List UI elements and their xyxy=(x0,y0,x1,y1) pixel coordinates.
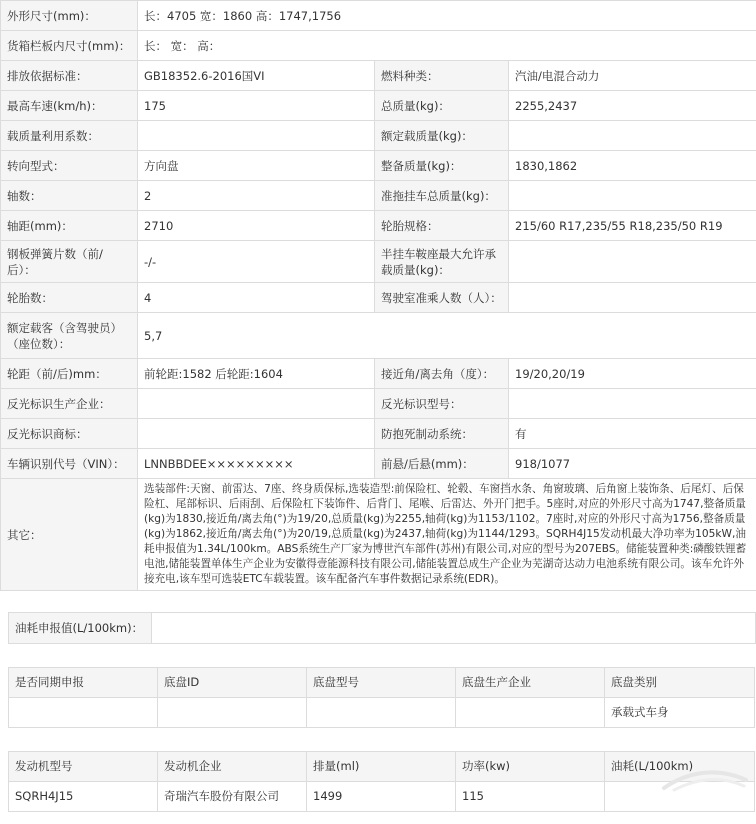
spec-label: 半挂车鞍座最大允许承载质量(kg)： xyxy=(375,241,509,283)
spec-row xyxy=(1,359,756,389)
spec-label: 货箱栏板内尺寸(mm)： xyxy=(1,31,138,61)
spec-value xyxy=(509,389,756,419)
chassis-cell xyxy=(158,698,307,728)
spec-label: 燃料种类： xyxy=(375,61,509,91)
spec-row xyxy=(1,211,756,241)
spec-row xyxy=(1,283,756,313)
spec-value: 1830,1862 xyxy=(509,151,756,181)
spec-label: 钢板弹簧片数（前/后）： xyxy=(1,241,138,283)
spec-value: 方向盘 xyxy=(138,151,375,181)
engine-header: 发动机型号 xyxy=(9,752,158,782)
spec-row xyxy=(1,91,756,121)
chassis-header: 底盘型号 xyxy=(307,668,456,698)
spec-row xyxy=(1,389,756,419)
spec-label: 排放依据标准： xyxy=(1,61,138,91)
spec-label: 反光标识商标： xyxy=(1,419,138,449)
spec-row xyxy=(1,61,756,91)
spec-label: 反光标识生产企业： xyxy=(1,389,138,419)
engine-cell: 1499 xyxy=(307,782,456,812)
spec-value: 有 xyxy=(509,419,756,449)
spec-value: 汽油/电混合动力 xyxy=(509,61,756,91)
spec-value xyxy=(138,419,375,449)
spec-value: 长： 宽： 高： xyxy=(138,31,756,61)
chassis-cell xyxy=(9,698,158,728)
spec-label: 防抱死制动系统： xyxy=(375,419,509,449)
spec-label: 总质量(kg)： xyxy=(375,91,509,121)
chassis-table xyxy=(8,667,755,728)
chassis-header: 底盘类别 xyxy=(605,668,755,698)
spec-value xyxy=(509,283,756,313)
spec-label: 载质量利用系数： xyxy=(1,121,138,151)
spec-value: 4 xyxy=(138,283,375,313)
spec-value: 19/20,20/19 xyxy=(509,359,756,389)
spec-value: 前轮距:1582 后轮距:1604 xyxy=(138,359,375,389)
spec-label: 接近角/离去角（度）： xyxy=(375,359,509,389)
spec-row xyxy=(1,449,756,479)
spec-label: 轮距（前/后)mm： xyxy=(1,359,138,389)
spec-value: GB18352.6-2016国VI xyxy=(138,61,375,91)
spec-row xyxy=(1,151,756,181)
spec-value xyxy=(138,121,375,151)
watermark-swoosh-icon xyxy=(660,766,750,794)
spec-label: 转向型式： xyxy=(1,151,138,181)
spec-label: 外形尺寸(mm)： xyxy=(1,1,138,31)
spec-row xyxy=(1,419,756,449)
spec-row xyxy=(1,313,756,359)
spec-value: 175 xyxy=(138,91,375,121)
fuel-declared-row xyxy=(8,612,756,644)
engine-header: 功率(kw) xyxy=(456,752,605,782)
spec-value: 2255,2437 xyxy=(509,91,756,121)
chassis-header: 底盘ID xyxy=(158,668,307,698)
chassis-header: 底盘生产企业 xyxy=(456,668,605,698)
chassis-header: 是否同期申报 xyxy=(9,668,158,698)
spec-label: 额定载质量(kg)： xyxy=(375,121,509,151)
spec-value: 5,7 xyxy=(138,313,756,359)
spec-value: 2710 xyxy=(138,211,375,241)
spec-value: 长：4705 宽：1860 高：1747,1756 xyxy=(138,1,756,31)
spec-label: 额定载客（含驾驶员）（座位数）： xyxy=(1,313,138,359)
spec-label: 最高车速(km/h)： xyxy=(1,91,138,121)
spec-label: 前悬/后悬(mm)： xyxy=(375,449,509,479)
engine-header: 油耗(L/100km) xyxy=(605,752,755,782)
spec-row xyxy=(1,121,756,151)
spec-label: 整备质量(kg)： xyxy=(375,151,509,181)
spec-label: 轮胎规格： xyxy=(375,211,509,241)
spec-row xyxy=(1,241,756,283)
spec-row xyxy=(1,1,756,31)
spec-value xyxy=(509,241,756,283)
spec-label: 轴距(mm)： xyxy=(1,211,138,241)
engine-cell: 奇瑞汽车股份有限公司 xyxy=(158,782,307,812)
spec-label: 轴数： xyxy=(1,181,138,211)
other-label: 其它： xyxy=(1,479,138,591)
other-notes: 选装部件:天窗、前雷达、7座、终身质保标,选装造型:前保险杠、轮毂、车窗挡水条、角窗玻璃、后角窗上装饰条、后尾灯、后保险杠、尾部标识、后雨刮、后保险杠下装饰件、后背门、尾喉、后雷达、外开门把手。5座时,对应的外形尺寸高为1747,整备质量(kg)为1830,接近角/离去角(°)为19/20,总质量(kg)为2255,轴荷(kg)为1153/1102。7座时,对应的外形尺寸高为1756,整备质量(kg)为1862,接近角/离去角(°)为20/19,总质量(kg)为2437,轴荷(kg)为1144/1293。SQRH4J15发动机最大净功率为105kW,油耗申报值为1.34L/100km。ABS系统生产厂家为博世汽车部件(苏州)有限公司,对应的型号为207EBS。储能装置种类:磷酸铁锂蓄电池,储能装置单体生产企业为安徽得壹能源科技有限公司,储能装置总成生产企业为芜湖奇达动力电池系统有限公司。该车允许外接充电,该车型可选装ETC车载装置。该车配备汽车事件数据记录系统(EDR)。 xyxy=(138,479,756,591)
chassis-cell xyxy=(456,698,605,728)
engine-cell: 115 xyxy=(456,782,605,812)
spec-label: 驾驶室准乘人数（人）： xyxy=(375,283,509,313)
spec-row-other xyxy=(1,479,756,591)
spec-value xyxy=(138,389,375,419)
engine-header: 排量(ml) xyxy=(307,752,456,782)
spec-row xyxy=(1,181,756,211)
chassis-cell xyxy=(307,698,456,728)
spec-value: -/- xyxy=(138,241,375,283)
spec-row xyxy=(1,31,756,61)
spec-value xyxy=(509,121,756,151)
spec-value: 918/1077 xyxy=(509,449,756,479)
spec-label: 车辆识别代号（VIN）： xyxy=(1,449,138,479)
fuel-declared-label: 油耗申报值(L/100km)： xyxy=(9,613,152,643)
spec-value xyxy=(509,181,756,211)
chassis-cell: 承载式车身 xyxy=(605,698,755,728)
spec-value: LNNBBDEE××××××××× xyxy=(138,449,375,479)
engine-cell: SQRH4J15 xyxy=(9,782,158,812)
engine-table xyxy=(8,751,755,812)
spec-value: 215/60 R17,235/55 R18,235/50 R19 xyxy=(509,211,756,241)
spec-value: 2 xyxy=(138,181,375,211)
spec-label: 准拖挂车总质量(kg)： xyxy=(375,181,509,211)
spec-label: 反光标识型号： xyxy=(375,389,509,419)
spec-label: 轮胎数： xyxy=(1,283,138,313)
engine-header: 发动机企业 xyxy=(158,752,307,782)
